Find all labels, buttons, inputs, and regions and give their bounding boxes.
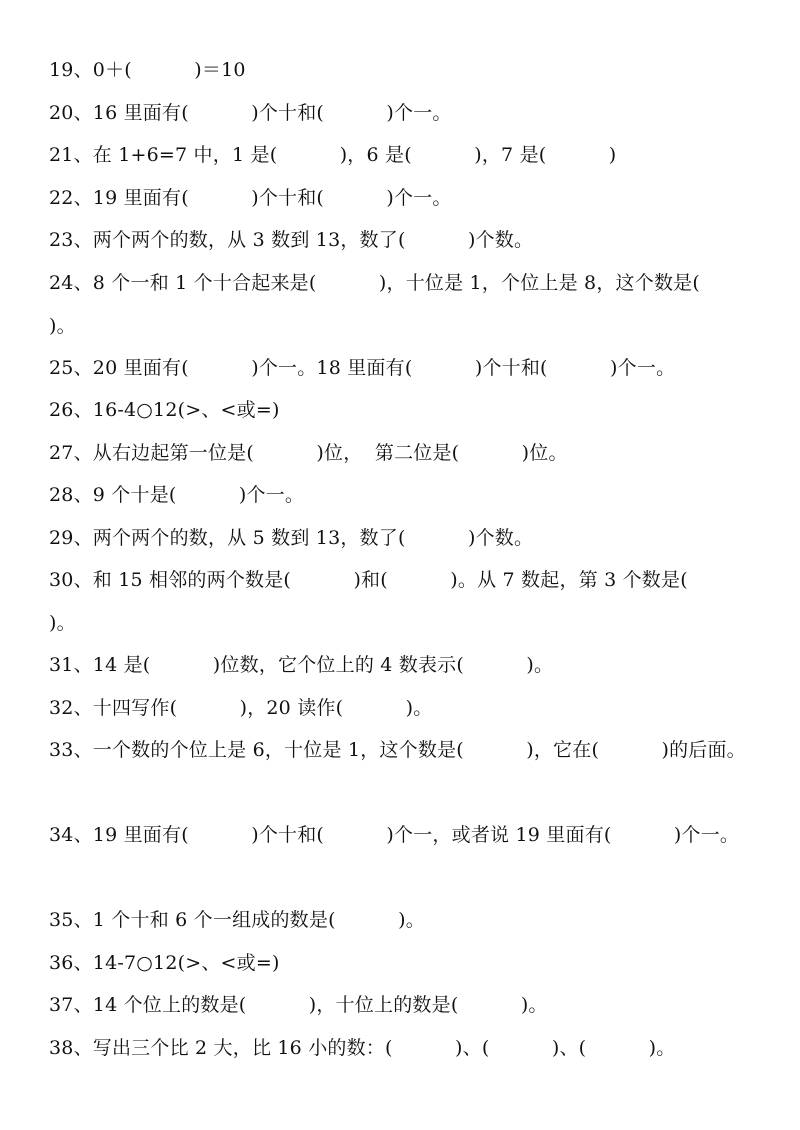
question-32: 32、十四写作( )，20 读作( )。 — [49, 697, 433, 719]
question-33: 33、一个数的个位上是 6，十位是 1，这个数是( )，它在( )的后面。 — [49, 739, 746, 761]
question-31: 31、14 是( )位数，它个位上的 4 数表示( )。 — [49, 654, 554, 676]
question-37: 37、14 个位上的数是( )，十位上的数是( )。 — [49, 994, 548, 1016]
question-22: 22、19 里面有( )个十和( )个一。 — [49, 187, 452, 209]
question-38: 38、写出三个比 2 大，比 16 小的数：( )、( )、( )。 — [49, 1037, 676, 1059]
question-24: 24、8 个一和 1 个十合起来是( )，十位是 1，个位上是 8，这个数是( )。 — [49, 272, 763, 337]
question-27: 27、从右边起第一位是( )位， 第二位是( )位。 — [49, 442, 568, 464]
question-34: 34、19 里面有( )个十和( )个一，或者说 19 里面有( )个一。 — [49, 824, 740, 846]
question-23: 23、两个两个的数，从 3 数到 13，数了( )个数。 — [49, 229, 534, 251]
question-21: 21、在 1+6=7 中，1 是( )，6 是( )，7 是( ) — [49, 144, 617, 166]
question-19: 19、0＋( )＝10 — [49, 59, 246, 81]
question-36: 36、14-7○12(>、<或=) — [49, 952, 280, 974]
question-29: 29、两个两个的数，从 5 数到 13，数了( )个数。 — [49, 527, 534, 549]
question-35: 35、1 个十和 6 个一组成的数是( )。 — [49, 909, 425, 931]
question-26: 26、16-4○12(>、<或=) — [49, 399, 280, 421]
question-20: 20、16 里面有( )个十和( )个一。 — [49, 102, 452, 124]
question-25: 25、20 里面有( )个一。18 里面有( )个十和( )个一。 — [49, 357, 676, 379]
question-30: 30、和 15 相邻的两个数是( )和( )。从 7 数起，第 3 个数是( )。 — [49, 569, 751, 634]
question-28: 28、9 个十是( )个一。 — [49, 484, 305, 506]
